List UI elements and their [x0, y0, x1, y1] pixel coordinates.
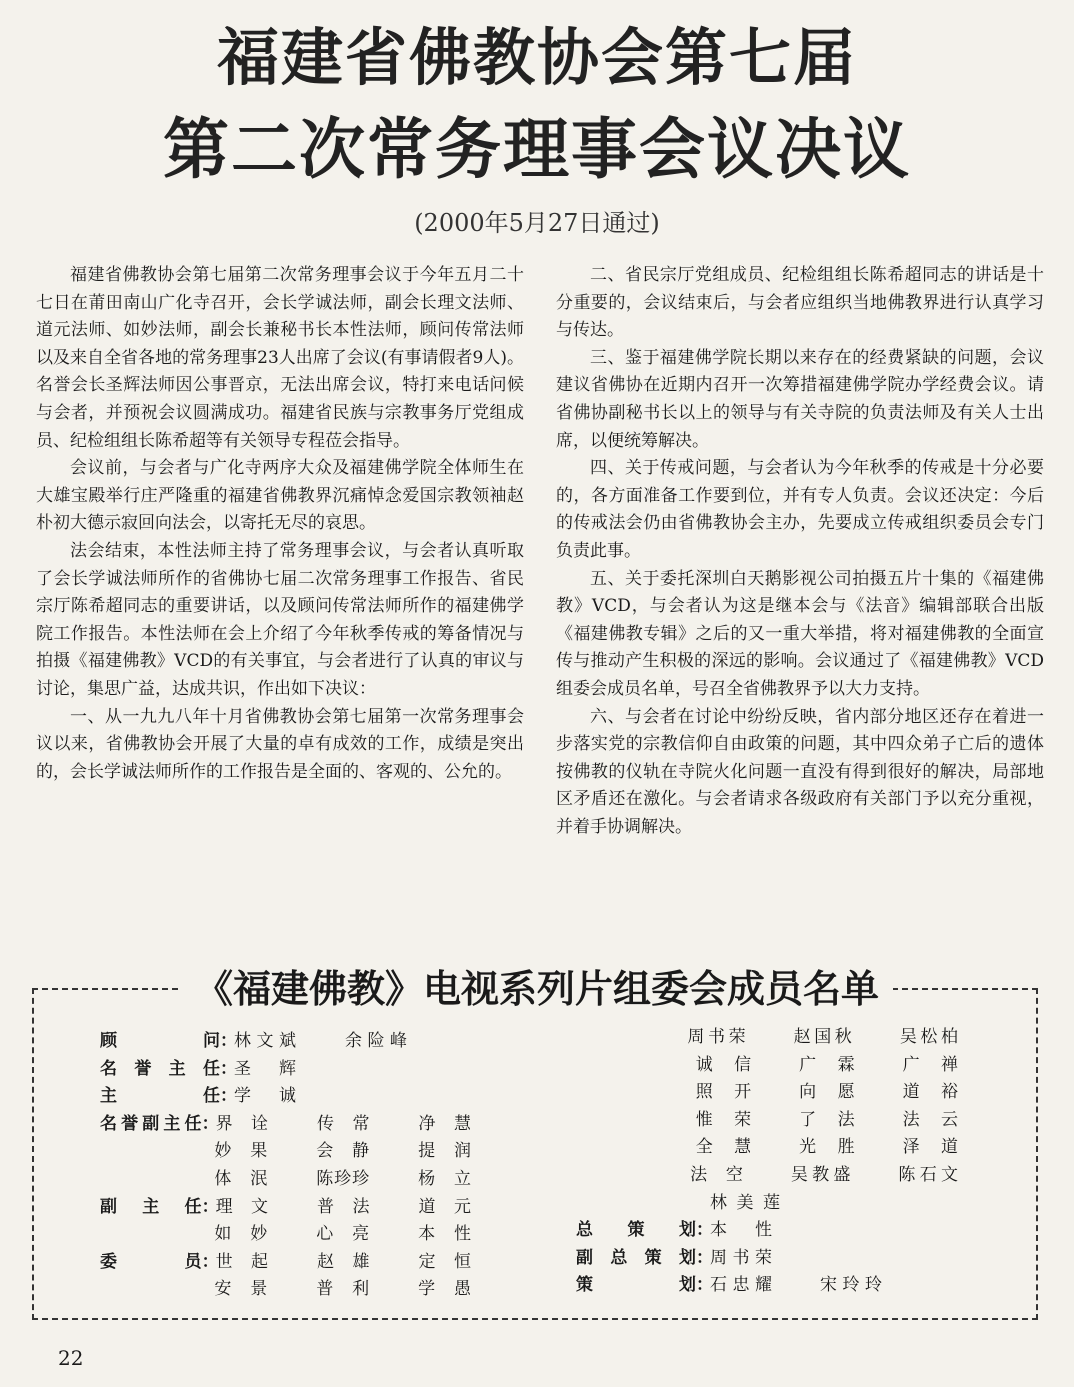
roster-member-name: 陈珍珍 — [316, 1168, 370, 1189]
roster-member-name: 林美莲 — [710, 1192, 780, 1213]
roster-row — [100, 1221, 520, 1249]
roster-member-name: 本性 — [418, 1224, 471, 1245]
roster-member-name: 普法 — [317, 1196, 370, 1217]
roster-colon — [202, 1221, 214, 1249]
roster-member-name: 赵雄 — [317, 1251, 370, 1272]
roster-member-name: 余险峰 — [345, 1031, 407, 1051]
roster-role-label: 副主任 — [100, 1196, 202, 1217]
paragraph: 一、从一九九八年十月省佛教协会第七届第一次常务理事会议以来，省佛教协会开展了大量的卓有成效的工作，成绩是突出的，会长学诚法师所作的工作报告是全面的、客观的、公允的。 — [36, 706, 524, 782]
roster-member-name: 普利 — [316, 1279, 370, 1300]
roster-indent — [576, 1107, 696, 1135]
roster-title-text: 《福建佛教》电视系列片组委会成员名单 — [181, 967, 893, 1011]
roster-role-label — [100, 1221, 202, 1249]
roster-row — [100, 1028, 520, 1056]
roster-member-name: 照开 — [695, 1082, 752, 1103]
roster-member-name: 学诚 — [234, 1086, 296, 1107]
paragraph: 四、关于传戒问题，与会者认为今年秋季的传戒是十分必要的，各方面准备工作要到位，并有专人负责。会议还决定：今后的传戒法会仍由省佛教协会主办，先要成立传戒组织委员会专门负责此事。 — [556, 458, 1044, 561]
roster-left — [100, 1028, 520, 1304]
roster-row — [100, 1083, 520, 1111]
roster-member-name: 道元 — [418, 1196, 472, 1217]
roster-colon — [202, 1138, 214, 1166]
roster-row — [576, 1245, 1006, 1273]
roster-indent — [576, 1134, 696, 1162]
roster-member-name: 妙果 — [214, 1141, 268, 1162]
roster-colon: ： — [201, 1196, 219, 1217]
paragraph: 会议前，与会者与广化寺两序大众及福建佛学院全体师生在大雄宝殿举行庄严隆重的福建省佛教界沉痛悼念爱国宗教领袖赵朴初大德示寂回向法会，以寄托无尽的哀思。 — [36, 458, 524, 534]
adoption-date: (2000年5月27日通过) — [414, 209, 660, 237]
roster-row — [100, 1166, 520, 1194]
roster-row — [100, 1276, 520, 1304]
roster-member-name: 本性 — [710, 1220, 772, 1241]
roster-member-name: 体泯 — [214, 1168, 268, 1189]
roster-member-name: 会静 — [316, 1141, 370, 1162]
roster-colon: ： — [220, 1058, 237, 1079]
roster-row — [576, 1024, 1006, 1052]
roster-member-name: 陈石文 — [898, 1164, 958, 1185]
paragraph: 福建省佛教协会第七届第二次常务理事会议于今年五月二十七日在莆田南山广化寺召开，会长学诚法师，副会长理文法师、道元法师、如妙法师，副会长兼秘书长本性法师，顾问传常法师以及来自全省各地的常务理事23人出席了会议(有事请假者9人)。名誉会长圣辉法师因公事晋京，无法出席会议，特打来电话问候与会者，并预祝会议圆满成功。福建省民族与宗教事务厅党组成员、纪检组组长陈希超等有关领导专程莅会指导。 — [36, 265, 524, 451]
roster-row — [576, 1107, 1006, 1135]
page-title-line1: 福建省佛教协会第七届 — [216, 21, 857, 94]
paragraph: 三、鉴于福建佛学院长期以来存在的经费紧缺的问题，会议建议省佛协在近期内召开一次筹措福建佛学院办学经费会议。请省佛协副秘书长以上的领导与有关寺院的负责法师及有关人士出席，以便统筹解决。 — [556, 347, 1044, 451]
roster-member-name: 传常 — [317, 1113, 370, 1134]
roster-row — [100, 1056, 520, 1084]
roster-row — [576, 1190, 1006, 1218]
paragraph: 法会结束，本性法师主持了常务理事会议，与会者认真听取了会长学诚法师所作的省佛协七届二次常务理事工作报告、省民宗厅陈希超同志的重要讲话，以及顾问传常法师所作的福建佛学院工作报告。本性法师在会上介绍了今年秋季传戒的筹备情况与拍摄《福建佛教》VCD的有关事宜，与会者进行了认真的审议与讨论，集思广益，达成共识，作出如下决议： — [36, 540, 524, 699]
roster-role-label: 主任 — [100, 1086, 220, 1107]
roster-role-label: 名誉副主任 — [100, 1113, 202, 1134]
roster-row — [100, 1249, 520, 1277]
roster-role-label: 副总策划 — [576, 1247, 696, 1268]
roster-member-name: 圣辉 — [234, 1058, 296, 1079]
roster-colon: ： — [696, 1220, 713, 1241]
roster-role-label — [100, 1276, 202, 1304]
roster-member-name: 惟荣 — [695, 1109, 752, 1130]
roster-indent — [576, 1052, 696, 1080]
roster-member-name: 全慧 — [695, 1137, 752, 1158]
roster-row — [576, 1134, 1006, 1162]
roster-row — [100, 1111, 520, 1139]
roster-colon: ： — [201, 1113, 219, 1134]
roster-indent — [576, 1162, 690, 1190]
roster-indent — [576, 1024, 687, 1052]
roster-role-label — [100, 1166, 202, 1194]
roster-member-name: 石忠耀 — [710, 1275, 772, 1296]
left-column — [36, 262, 524, 786]
roster-colon: ： — [696, 1247, 713, 1268]
roster-role-label: 顾问 — [100, 1031, 220, 1051]
roster-member-name: 安景 — [214, 1279, 268, 1300]
roster-row — [576, 1052, 1006, 1080]
roster-member-name: 周书荣 — [710, 1247, 772, 1268]
roster-member-name: 赵国秋 — [793, 1027, 852, 1047]
roster-member-name: 法云 — [902, 1109, 958, 1130]
roster-member-name: 光胜 — [799, 1137, 855, 1158]
roster-member-name: 学愚 — [418, 1279, 471, 1300]
roster-member-name: 定恒 — [418, 1251, 472, 1272]
roster-member-name: 心亮 — [316, 1224, 370, 1245]
roster-member-name: 了法 — [799, 1109, 855, 1130]
roster-role-label: 总策划 — [576, 1220, 696, 1241]
roster-member-name: 周书荣 — [687, 1027, 746, 1047]
roster-row — [576, 1162, 1006, 1190]
roster-member-name: 宋玲玲 — [820, 1275, 882, 1296]
paragraph: 五、关于委托深圳白天鹅影视公司拍摄五片十集的《福建佛教》VCD，与会者认为这是继本会与《法音》编辑部联合出版《福建佛教专辑》之后的又一重大举措，将对福建佛教的全面宣传与推动产生积极的深远的影响。会议通过了《福建佛教》VCD组委会成员名单，号召全省佛教界予以大力支持。 — [556, 568, 1044, 699]
page-number: 22 — [58, 1346, 84, 1370]
roster-colon: ： — [220, 1031, 237, 1051]
roster-member-name: 如妙 — [214, 1224, 268, 1245]
roster-row — [576, 1272, 1006, 1300]
roster-row — [576, 1217, 1006, 1245]
roster-colon — [202, 1276, 214, 1304]
roster-member-name: 界诠 — [215, 1113, 269, 1134]
roster-role-label: 名誉主任 — [100, 1058, 220, 1079]
roster-title — [0, 962, 1074, 1016]
paragraph: 二、省民宗厅党组成员、纪检组组长陈希超同志的讲话是十分重要的，会议结束后，与会者应组织当地佛教界进行认真学习与传达。 — [556, 265, 1044, 341]
roster-member-name: 广禅 — [902, 1054, 958, 1075]
roster-row — [100, 1138, 520, 1166]
roster-role-label — [100, 1138, 202, 1166]
roster-row — [576, 1079, 1006, 1107]
roster-colon — [202, 1166, 214, 1194]
roster-row — [100, 1194, 520, 1222]
roster-member-name: 林文斌 — [234, 1031, 296, 1051]
roster-member-name: 杨立 — [418, 1168, 471, 1189]
roster-indent — [576, 1079, 696, 1107]
roster-member-name: 吴教盛 — [790, 1164, 851, 1185]
roster-member-name: 道裕 — [902, 1082, 958, 1103]
right-column — [556, 262, 1044, 841]
roster-member-name: 净慧 — [418, 1113, 472, 1134]
roster-member-name: 法空 — [690, 1164, 743, 1185]
page-title-line2: 第二次常务理事会议决议 — [163, 111, 911, 188]
roster-member-name: 泽道 — [902, 1137, 958, 1158]
roster-indent — [576, 1190, 710, 1218]
roster-colon: ： — [220, 1086, 237, 1107]
roster-right — [576, 1024, 1006, 1300]
roster-member-name: 吴松柏 — [899, 1027, 959, 1047]
roster-colon: ： — [696, 1275, 713, 1296]
paragraph: 六、与会者在讨论中纷纷反映，省内部分地区还存在着进一步落实党的宗教信仰自由政策的问题，其中四众弟子亡后的遗体按佛教的仪轨在寺院火化问题一直没有得到很好的解决，局部地区矛盾还在激化。与会者请求各级政府有关部门予以充分重视，并着手协调解决。 — [556, 706, 1044, 837]
roster-member-name: 广霖 — [799, 1054, 855, 1075]
roster-member-name: 向愿 — [799, 1082, 855, 1103]
roster-role-label: 策划 — [576, 1275, 696, 1296]
roster-member-name: 提润 — [418, 1141, 471, 1162]
roster-member-name: 诚信 — [695, 1054, 752, 1075]
roster-member-name: 世起 — [215, 1251, 269, 1272]
roster-member-name: 理文 — [215, 1196, 269, 1217]
roster-role-label: 委员 — [100, 1251, 202, 1272]
roster-colon: ： — [201, 1251, 219, 1272]
